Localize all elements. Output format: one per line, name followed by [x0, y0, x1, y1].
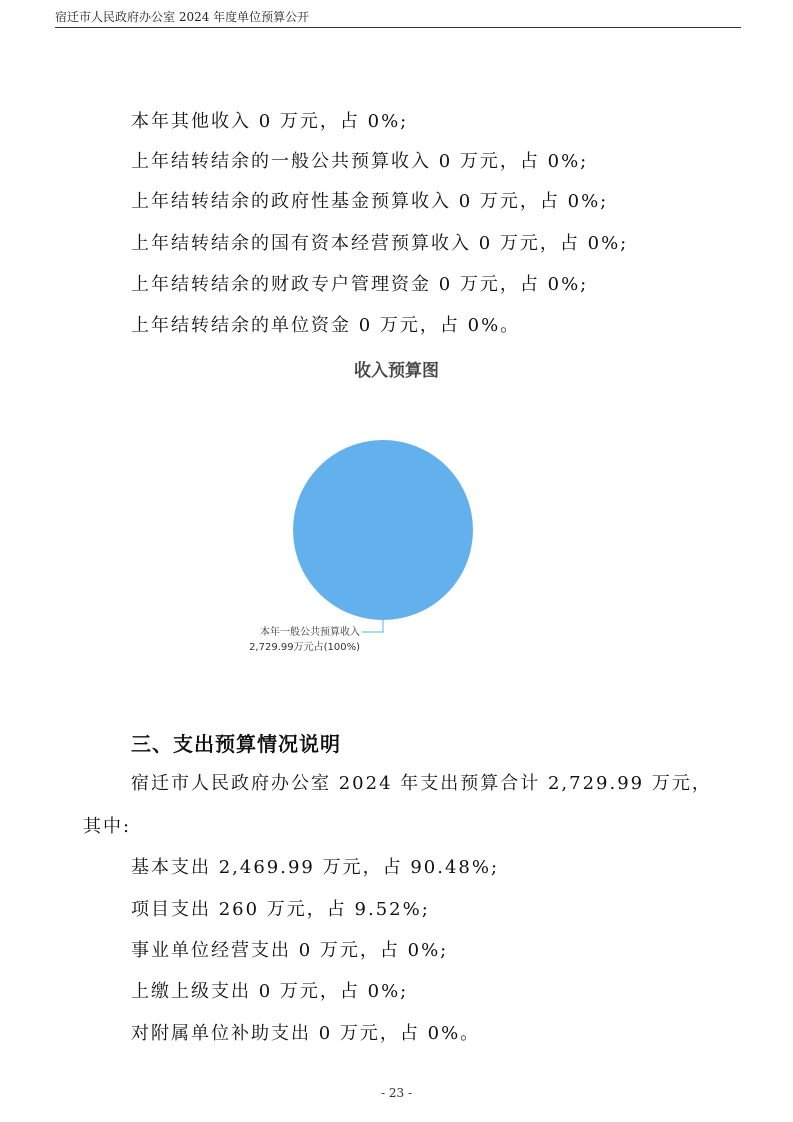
income-line-carryover-unit-funds: 上年结转结余的单位资金 0 万元，占 0%。 [131, 315, 521, 336]
income-line-carryover-special-account: 上年结转结余的财政专户管理资金 0 万元，占 0%; [131, 274, 589, 295]
pie-label-leader-line [362, 620, 383, 632]
pie-label-value: 2,729.99万元占(100%) [249, 642, 360, 653]
chart-title: 收入预算图 [354, 361, 439, 381]
expenditure-line-subsidiary-subsidy: 对附属单位补助支出 0 万元，占 0%。 [131, 1023, 481, 1044]
expenditure-line-remit-superior: 上缴上级支出 0 万元，占 0%; [131, 981, 409, 1002]
expenditure-total-line: 宿迁市人民政府办公室 2024 年支出预算合计 2,729.99 万元， [131, 773, 712, 794]
expenditure-line-project: 项目支出 260 万元，占 9.52%; [131, 899, 430, 920]
header-rule [55, 27, 741, 28]
pie-label-category: 本年一般公共预算收入 [260, 627, 360, 638]
pie-slice-general-public-budget [293, 440, 473, 620]
expenditure-line-basic: 基本支出 2,469.99 万元，占 90.48%; [131, 857, 500, 878]
income-line-carryover-fund: 上年结转结余的政府性基金预算收入 0 万元，占 0%; [131, 191, 609, 212]
income-line-other: 本年其他收入 0 万元，占 0%; [131, 111, 409, 132]
income-line-carryover-state-capital: 上年结转结余的国有资本经营预算收入 0 万元，占 0%; [131, 233, 629, 254]
income-pie-chart [250, 430, 510, 670]
section-heading-expenditure: 三、支出预算情况说明 [131, 732, 341, 756]
page-number: - 23 - [380, 1086, 412, 1100]
income-line-carryover-general: 上年结转结余的一般公共预算收入 0 万元，占 0%; [131, 151, 589, 172]
running-header: 宿迁市人民政府办公室 2024 年度单位预算公开 [55, 10, 310, 24]
expenditure-total-continuation: 其中: [83, 816, 132, 837]
expenditure-line-business-operation: 事业单位经营支出 0 万元，占 0%; [131, 940, 449, 961]
